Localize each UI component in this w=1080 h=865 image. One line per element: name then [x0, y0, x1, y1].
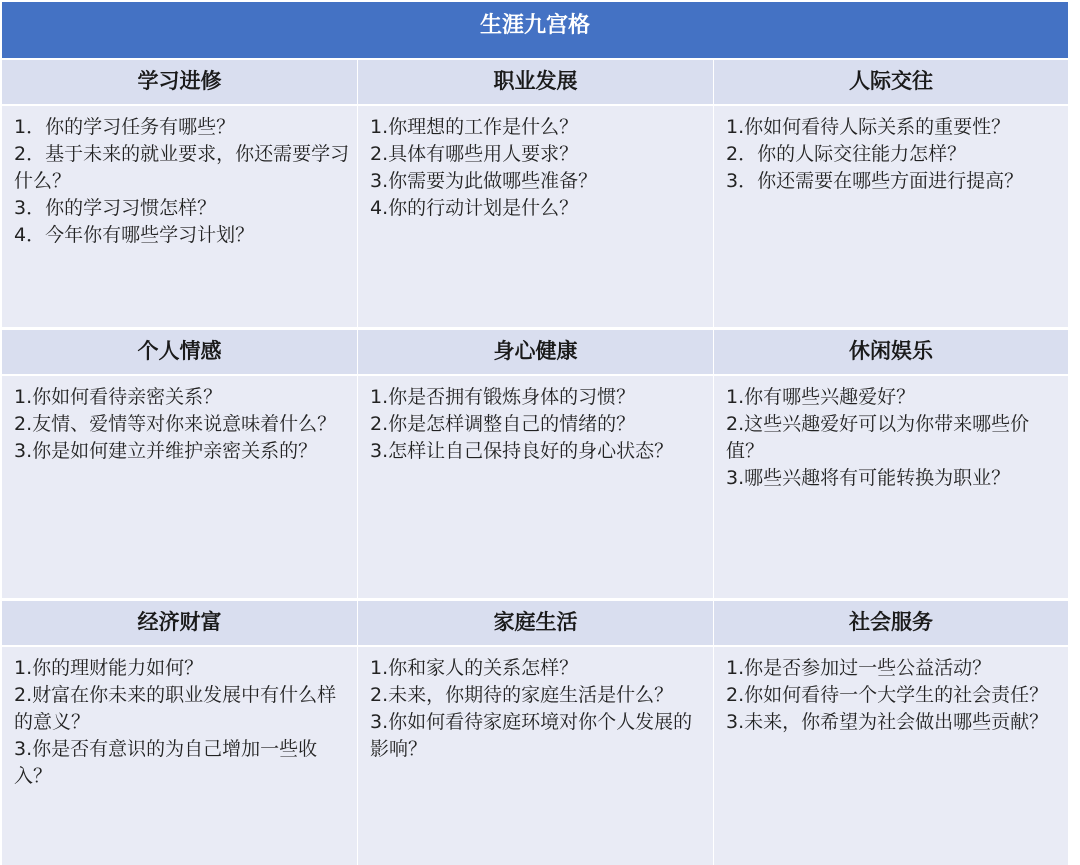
question-item: 4.你的行动计划是什么？ — [370, 197, 579, 219]
grid-cell-leisure — [714, 330, 1068, 598]
question-item: 3.你需要为此做哪些准备？ — [370, 170, 598, 192]
question-item: 3.哪些兴趣将有可能转换为职业？ — [726, 467, 1011, 489]
page-title: 生涯九宫格 — [2, 2, 1068, 58]
grid-cell-wealth — [2, 601, 357, 865]
question-item: 1.你是否参加过一些公益活动？ — [726, 657, 992, 679]
cell-body — [358, 376, 713, 598]
grid-cell-study — [2, 60, 357, 327]
grid-cell-emotion — [2, 330, 357, 598]
cell-body — [714, 376, 1068, 598]
question-item: 1.你有哪些兴趣爱好？ — [726, 386, 916, 408]
cell-header: 身心健康 — [358, 330, 713, 376]
question-item: 2.具体有哪些用人要求？ — [370, 143, 579, 165]
cell-header: 职业发展 — [358, 60, 713, 106]
cell-header: 社会服务 — [714, 601, 1068, 647]
cell-header: 家庭生活 — [358, 601, 713, 647]
cell-body — [358, 647, 713, 865]
question-item: 2.财富在你未来的职业发展中有什么样的意义？ — [14, 684, 337, 733]
question-item: 1.你理想的工作是什么？ — [370, 116, 579, 138]
cell-body — [2, 647, 357, 865]
cell-header: 学习进修 — [2, 60, 357, 106]
question-item: 1．你的学习任务有哪些？ — [14, 116, 236, 138]
cell-body — [714, 106, 1068, 327]
question-item: 3.你是否有意识的为自己增加一些收入？ — [14, 738, 318, 787]
question-item: 3.你如何看待家庭环境对你个人发展的影响？ — [370, 711, 693, 760]
question-item: 3．你还需要在哪些方面进行提高？ — [726, 170, 1024, 192]
question-item: 3．你的学习习惯怎样？ — [14, 197, 217, 219]
grid-cell-service — [714, 601, 1068, 865]
question-item: 2.你如何看待一个大学生的社会责任？ — [726, 684, 1049, 706]
cell-body — [358, 106, 713, 327]
question-item: 2.你是怎样调整自己的情绪的？ — [370, 413, 636, 435]
question-item: 2．你的人际交往能力怎样？ — [726, 143, 967, 165]
question-item: 2.友情、爱情等对你来说意味着什么？ — [14, 413, 337, 435]
cell-body — [714, 647, 1068, 865]
grid-cell-career — [358, 60, 713, 327]
question-item: 3.未来，你希望为社会做出哪些贡献？ — [726, 711, 1049, 733]
question-item: 1.你如何看待亲密关系？ — [14, 386, 223, 408]
grid-cell-social — [714, 60, 1068, 327]
cell-header: 经济财富 — [2, 601, 357, 647]
question-item: 1.你的理财能力如何？ — [14, 657, 204, 679]
question-item: 4．今年你有哪些学习计划？ — [14, 224, 255, 246]
cell-header: 休闲娱乐 — [714, 330, 1068, 376]
cell-header: 个人情感 — [2, 330, 357, 376]
question-item: 2.未来，你期待的家庭生活是什么？ — [370, 684, 674, 706]
question-item: 1.你是否拥有锻炼身体的习惯？ — [370, 386, 636, 408]
grid-cell-family — [358, 601, 713, 865]
cell-body — [2, 376, 357, 598]
question-item: 1.你如何看待人际关系的重要性？ — [726, 116, 1011, 138]
nine-grid-table — [2, 60, 1068, 862]
question-item: 3.怎样让自己保持良好的身心状态？ — [370, 440, 674, 462]
cell-header: 人际交往 — [714, 60, 1068, 106]
question-item: 2．基于未来的就业要求，你还需要学习什么？ — [14, 143, 350, 192]
question-item: 1.你和家人的关系怎样？ — [370, 657, 579, 679]
question-item: 2.这些兴趣爱好可以为你带来哪些价值？ — [726, 413, 1030, 462]
grid-cell-health — [358, 330, 713, 598]
question-item: 3.你是如何建立并维护亲密关系的？ — [14, 440, 318, 462]
cell-body — [2, 106, 357, 327]
